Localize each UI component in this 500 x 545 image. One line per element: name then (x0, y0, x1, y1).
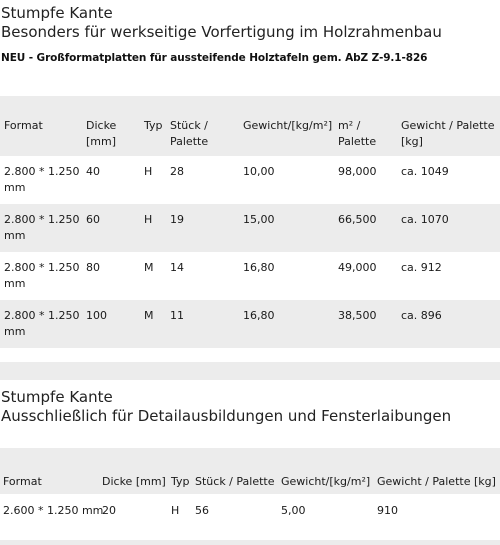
cell-stueck: 11 (170, 309, 184, 322)
header-gewicht-palette: Gewicht / Palette [kg] (377, 475, 496, 488)
table-2-header (0, 448, 500, 494)
cell-dicke: 80 (86, 261, 100, 274)
cell-m2: 49,000 (338, 261, 377, 274)
header-format: Format (4, 119, 43, 132)
header-m2: m² / Palette (338, 119, 377, 148)
table-1-footer-bar (0, 362, 500, 380)
header-format: Format (3, 475, 42, 488)
table-row (0, 156, 500, 204)
cell-m2: 38,500 (338, 309, 377, 322)
cell-format: 2.800 * 1.250 mm (4, 213, 80, 242)
cell-typ: M (144, 309, 154, 322)
cell-gewicht: 5,00 (281, 504, 306, 517)
table-1 (0, 96, 500, 348)
header-dicke: Dicke [mm] (86, 119, 117, 148)
section2-title-line2: Ausschließlich für Detailausbildungen und Fensterlaibungen (1, 407, 452, 425)
section1-title-line1: Stumpfe Kante (1, 4, 113, 22)
header-gewicht: Gewicht/[kg/m²] (243, 119, 333, 132)
table-1-header (0, 96, 500, 156)
cell-format: 2.800 * 1.250 mm (4, 261, 80, 290)
table-2-footer-bar (0, 540, 500, 545)
section1-subtitle: NEU - Großformatplatten für aussteifende Holztafeln gem. AbZ Z-9.1-826 (1, 52, 428, 64)
table-row (0, 300, 500, 348)
header-typ: Typ (171, 475, 190, 488)
section2-title (1, 388, 451, 426)
cell-dicke: 40 (86, 165, 100, 178)
cell-gewicht: 15,00 (243, 213, 275, 226)
table-row (0, 204, 500, 252)
header-stueck: Stück / Palette (170, 119, 209, 148)
cell-dicke: 20 (102, 504, 116, 517)
cell-dicke: 100 (86, 309, 107, 322)
cell-typ: H (144, 213, 153, 226)
cell-gewicht-palette: ca. 896 (401, 309, 442, 322)
cell-format: 2.600 * 1.250 mm (3, 504, 104, 517)
header-gewicht: Gewicht/[kg/m²] (281, 475, 371, 488)
cell-gewicht-palette: ca. 1049 (401, 165, 449, 178)
cell-stueck: 19 (170, 213, 184, 226)
section2-title-line1: Stumpfe Kante (1, 388, 113, 406)
cell-typ: H (171, 504, 180, 517)
cell-gewicht-palette: 910 (377, 504, 398, 517)
header-stueck: Stück / Palette (195, 475, 275, 488)
header-typ: Typ (144, 119, 163, 132)
cell-gewicht-palette: ca. 912 (401, 261, 442, 274)
cell-typ: H (144, 165, 153, 178)
table-2 (0, 448, 500, 538)
cell-m2: 98,000 (338, 165, 377, 178)
header-gewicht-palette: Gewicht / Palette [kg] (401, 119, 495, 148)
cell-m2: 66,500 (338, 213, 377, 226)
table-row (0, 252, 500, 300)
cell-format: 2.800 * 1.250 mm (4, 165, 80, 194)
cell-format: 2.800 * 1.250 mm (4, 309, 80, 338)
header-dicke: Dicke [mm] (102, 475, 166, 488)
cell-gewicht: 16,80 (243, 261, 275, 274)
cell-gewicht: 10,00 (243, 165, 275, 178)
cell-typ: M (144, 261, 154, 274)
cell-stueck: 56 (195, 504, 209, 517)
section1-title (1, 4, 442, 42)
section1-title-line2: Besonders für werkseitige Vorfertigung im Holzrahmenbau (1, 23, 442, 41)
cell-gewicht: 16,80 (243, 309, 275, 322)
cell-dicke: 60 (86, 213, 100, 226)
table-row (0, 494, 500, 538)
cell-stueck: 14 (170, 261, 184, 274)
cell-gewicht-palette: ca. 1070 (401, 213, 449, 226)
cell-stueck: 28 (170, 165, 184, 178)
